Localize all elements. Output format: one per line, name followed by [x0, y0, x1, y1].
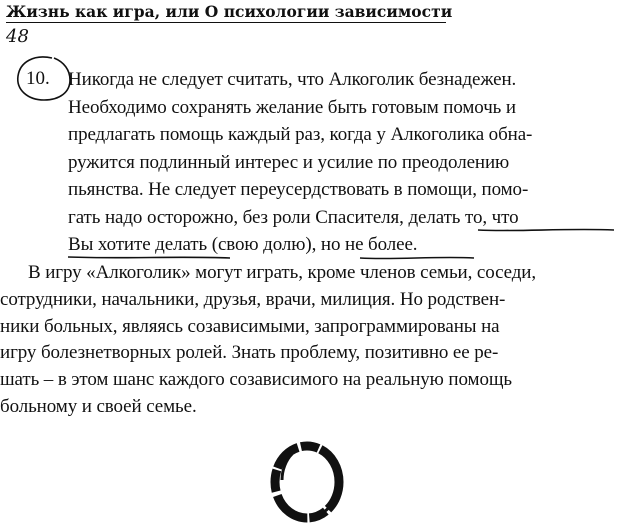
- paragraph-line: сотрудники, начальники, друзья, врачи, милиция. Но родствен-: [0, 288, 506, 310]
- handwritten-underline-1: [476, 226, 616, 234]
- page-number: 48: [6, 26, 29, 47]
- paragraph-line: ники больных, являясь созависимыми, запрограммированы на: [0, 315, 500, 337]
- paragraph-line: В игру «Алкоголик» могут играть, кроме членов семьи, соседи,: [28, 262, 537, 283]
- running-head: Жизнь как игра, или О психологии зависимости: [6, 2, 453, 21]
- body-paragraph: [0, 260, 616, 421]
- brush-circle-ornament: [262, 436, 352, 524]
- item-line: Вы хотите делать (свою долю), но не более.: [68, 234, 418, 255]
- item-number: 10.: [26, 68, 50, 89]
- item-line: пьянства. Не следует переусердствовать в помощи, помо-: [68, 179, 529, 200]
- paragraph-line: игру болезнетворных ролей. Знать проблему, позитивно ее ре-: [0, 342, 499, 364]
- item-line: предлагать помощь каждый раз, когда у Алкоголика обна-: [68, 124, 533, 145]
- item-line: Никогда не следует считать, что Алкоголик безнадежен.: [68, 69, 517, 90]
- item-line: ружится подлинный интерес и усилие по преодолению: [68, 151, 510, 173]
- item-line: Необходимо сохранять желание быть готовым помочь и: [68, 96, 516, 118]
- paragraph-line: больному и своей семье.: [0, 395, 197, 417]
- paragraph-line: шать – в этом шанс каждого созависимого на реальную помощь: [0, 369, 512, 391]
- item-line: гать надо осторожно, без роли Спасителя, делать то, что: [68, 206, 519, 228]
